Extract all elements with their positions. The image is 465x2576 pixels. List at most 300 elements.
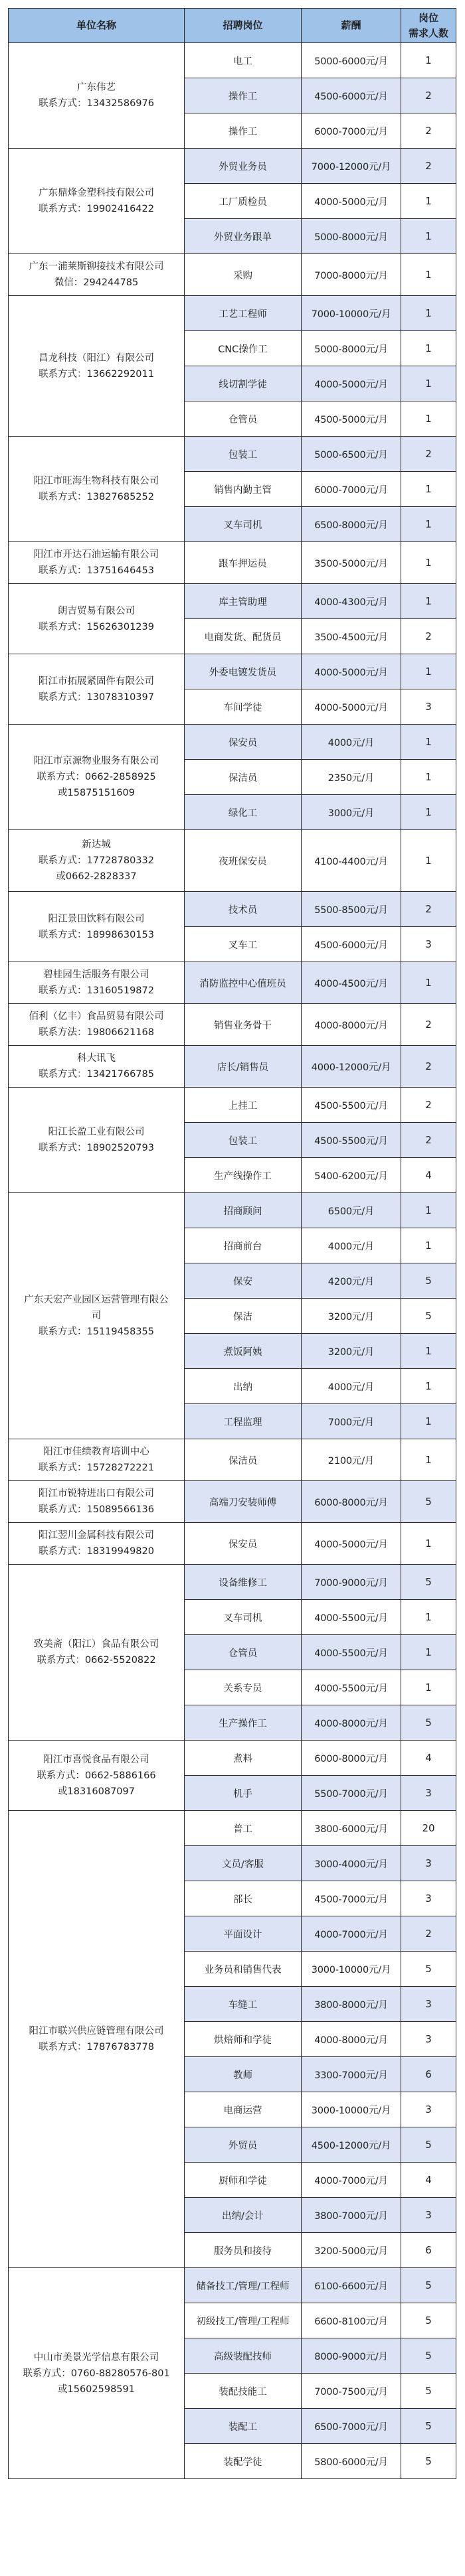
company-cell [9,1811,185,2268]
header-salary: 薪酬 [302,9,401,43]
position-cell: 出纳 [185,1369,302,1404]
company-contact: 或15602598591 [58,2384,135,2395]
position-cell: 外贸业务跟单 [185,219,302,254]
position-cell: 装配学徒 [185,2444,302,2479]
company-cell [9,892,185,962]
salary-cell: 4000-8000元/月 [302,1705,401,1741]
company-contact: 联系方式：0760-88280576-801 [23,2368,170,2379]
count-cell: 6 [401,2233,456,2268]
count-cell: 5 [401,2127,456,2163]
count-cell: 1 [401,1523,456,1565]
company-cell [9,830,185,892]
company-contact: 微信：294244785 [54,277,139,288]
count-cell: 4 [401,1741,456,1776]
count-cell: 1 [401,1439,456,1481]
salary-cell: 4000元/月 [302,1369,401,1404]
position-cell: 普工 [185,1811,302,1846]
count-cell: 3 [401,1987,456,2022]
count-cell: 1 [401,331,456,366]
position-cell: 技术员 [185,892,302,927]
count-cell: 1 [401,962,456,1004]
salary-cell: 5500-8500元/月 [302,892,401,927]
count-cell: 1 [401,725,456,760]
salary-cell: 3800-6000元/月 [302,1811,401,1846]
position-cell: 操作工 [185,78,302,113]
position-cell: 工艺工程师 [185,296,302,331]
company-cell [9,962,185,1004]
header-position: 招聘岗位 [185,9,302,43]
salary-cell: 7000-7500元/月 [302,2374,401,2409]
salary-cell: 6500元/月 [302,1193,401,1228]
table-row [9,1565,456,1600]
position-cell: 外贸业务员 [185,149,302,184]
company-name: 中山市美景光学信息有限公司 [33,2352,159,2363]
position-cell: 工厂质检员 [185,184,302,219]
salary-cell: 3000元/月 [302,795,401,830]
table-row [9,296,456,331]
company-cell [9,542,185,584]
table-row [9,1811,456,1846]
company-name: 阳江市拓展紧固件有限公司 [39,676,154,687]
position-cell: 外委电镀发货员 [185,654,302,689]
salary-cell: 3500-5000元/月 [302,542,401,584]
company-cell [9,654,185,725]
salary-cell: 5000-8000元/月 [302,219,401,254]
position-cell: 烘焙师和学徒 [185,2022,302,2057]
salary-cell: 5000-6000元/月 [302,43,401,78]
header-company: 单位名称 [9,9,185,43]
salary-cell: 6000-7000元/月 [302,472,401,507]
company-contact: 联系方法：19806621168 [39,1027,154,1038]
salary-cell: 4000-5000元/月 [302,689,401,725]
table-row [9,542,456,584]
header-count [401,9,456,43]
salary-cell: 8000-9000元/月 [302,2338,401,2374]
company-name: 科大讯飞 [77,1053,116,1064]
position-cell: 保安 [185,1263,302,1299]
salary-cell: 4500-5000元/月 [302,401,401,437]
salary-cell: 3500-4500元/月 [302,619,401,654]
company-name: 阳江长盈工业有限公司 [48,1127,145,1137]
company-contact: 联系方式：0662-5520822 [37,1655,156,1666]
company-contact: 联系方式：13751646453 [39,565,154,576]
count-cell: 2 [401,437,456,472]
company-cell [9,1523,185,1565]
position-cell: 夜班保安员 [185,830,302,892]
company-name: 阳江市开达石油运输有限公司 [33,549,159,560]
position-cell: 保洁员 [185,1439,302,1481]
salary-cell: 4000元/月 [302,1228,401,1263]
count-cell: 1 [401,219,456,254]
company-name: 阳江市联兴供应链管理有限公司 [29,2026,164,2037]
company-contact: 联系方式：17728780332 [39,855,154,866]
count-cell: 3 [401,2022,456,2057]
company-contact: 联系方式：13827685252 [39,492,154,502]
company-name: 佰利（亿丰）食品贸易有限公司 [29,1011,164,1022]
company-name: 阳江市旺海生物科技有限公司 [33,476,159,486]
table-row [9,892,456,927]
company-cell [9,584,185,654]
position-cell: 文员/客服 [185,1846,302,1881]
count-cell: 4 [401,1158,456,1193]
position-cell: 煮饭阿姨 [185,1334,302,1369]
salary-cell: 7000元/月 [302,1404,401,1439]
salary-cell: 4500-5500元/月 [302,1088,401,1123]
company-contact: 联系方式：19902416422 [39,204,154,214]
position-cell: 生产线操作工 [185,1158,302,1193]
position-cell: 厨师和学徒 [185,2163,302,2198]
count-cell: 3 [401,1846,456,1881]
count-cell: 5 [401,1481,456,1523]
salary-cell: 4000-4500元/月 [302,962,401,1004]
count-cell: 3 [401,1881,456,1916]
company-name: 碧桂园生活服务有限公司 [43,969,149,980]
position-cell: 电工 [185,43,302,78]
count-cell: 1 [401,1635,456,1670]
table-row [9,1439,456,1481]
company-name: 新达城 [82,839,111,850]
table-row [9,1046,456,1088]
count-cell: 1 [401,654,456,689]
company-name: 阳江市佳绩教育培训中心 [43,1447,149,1457]
salary-cell: 4000-4300元/月 [302,584,401,619]
position-cell: 设备维修工 [185,1565,302,1600]
count-cell: 2 [401,619,456,654]
salary-cell: 4000-7000元/月 [302,1916,401,1952]
header-count-line1: 岗位 [418,11,438,24]
count-cell: 2 [401,149,456,184]
position-cell: 生产操作工 [185,1705,302,1741]
count-cell: 1 [401,760,456,795]
position-cell: 高级装配技师 [185,2338,302,2374]
position-cell: 机手 [185,1776,302,1811]
count-cell: 3 [401,927,456,962]
salary-cell: 6000-7000元/月 [302,113,401,149]
position-cell: 包装工 [185,437,302,472]
position-cell: 业务员和销售代表 [185,1952,302,1987]
salary-cell: 7000-9000元/月 [302,1565,401,1600]
company-contact: 联系方式：15728272221 [39,1463,154,1473]
salary-cell: 4500-6000元/月 [302,927,401,962]
count-cell: 1 [401,472,456,507]
salary-cell: 4100-4400元/月 [302,830,401,892]
salary-cell: 5400-6200元/月 [302,1158,401,1193]
count-cell: 2 [401,1916,456,1952]
company-contact: 司 [91,1311,102,1321]
count-cell: 3 [401,2198,456,2233]
count-cell: 2 [401,1046,456,1088]
position-cell: 车缝工 [185,1987,302,2022]
position-cell: 保安员 [185,725,302,760]
company-cell [9,254,185,296]
salary-cell: 3200-5000元/月 [302,2233,401,2268]
company-name: 广东鼎烽金塑科技有限公司 [39,188,154,198]
salary-cell: 4500-7000元/月 [302,1881,401,1916]
position-cell: 店长/销售员 [185,1046,302,1088]
salary-cell: 4500-12000元/月 [302,2127,401,2163]
company-contact: 联系方式：18998630153 [39,929,154,940]
position-cell: 包装工 [185,1123,302,1158]
position-cell: 工程监理 [185,1404,302,1439]
table-row [9,1481,456,1523]
position-cell: 库主管助理 [185,584,302,619]
position-cell: 关系专员 [185,1670,302,1705]
position-cell: 保洁 [185,1299,302,1334]
salary-cell: 4000-8000元/月 [302,2022,401,2057]
count-cell: 3 [401,689,456,725]
table-row [9,962,456,1004]
position-cell: 销售业务骨干 [185,1004,302,1046]
company-contact: 联系方式：0662-5886166 [37,1770,156,1781]
salary-cell: 4000-12000元/月 [302,1046,401,1088]
position-cell: 外贸员 [185,2127,302,2163]
position-cell: 煮料 [185,1741,302,1776]
count-cell: 5 [401,1299,456,1334]
table-row [9,149,456,184]
count-cell: 1 [401,1369,456,1404]
company-contact: 联系方式：18319949820 [39,1546,154,1557]
table-row [9,725,456,760]
table-row [9,654,456,689]
count-cell: 1 [401,1600,456,1635]
count-cell: 1 [401,830,456,892]
company-cell [9,1046,185,1088]
company-name: 阳江景田饮料有限公司 [48,913,145,924]
position-cell: 采购 [185,254,302,296]
salary-cell: 4500-6000元/月 [302,78,401,113]
position-cell: 电商运营 [185,2092,302,2127]
company-cell [9,725,185,830]
salary-cell: 3800-7000元/月 [302,2198,401,2233]
company-contact: 或18316087097 [58,1786,135,1797]
position-cell: 叉车司机 [185,1600,302,1635]
count-cell: 1 [401,1670,456,1705]
company-name: 阳江市京源物业服务有限公司 [33,756,159,766]
salary-cell: 4200元/月 [302,1263,401,1299]
count-cell: 5 [401,2444,456,2479]
salary-cell: 6000-8000元/月 [302,1481,401,1523]
company-contact: 联系方式：15119458355 [39,1326,154,1337]
salary-cell: 4000-5000元/月 [302,184,401,219]
position-cell: 叉车工 [185,927,302,962]
company-cell [9,43,185,149]
count-cell: 2 [401,1088,456,1123]
salary-cell: 6500-8000元/月 [302,507,401,542]
company-cell [9,296,185,437]
position-cell: 装配技能工 [185,2374,302,2409]
count-cell: 1 [401,584,456,619]
count-cell: 4 [401,2163,456,2198]
table-body [9,43,456,2479]
count-cell: 1 [401,184,456,219]
table-row [9,437,456,472]
position-cell: 车间学徒 [185,689,302,725]
table-row [9,830,456,892]
company-name: 广东一浦莱斯铆接技术有限公司 [29,261,164,272]
position-cell: CNC操作工 [185,331,302,366]
salary-cell: 7000-10000元/月 [302,296,401,331]
count-cell: 5 [401,2303,456,2338]
salary-cell: 7000-12000元/月 [302,149,401,184]
salary-cell: 6000-8000元/月 [302,1741,401,1776]
count-cell: 6 [401,2057,456,2092]
company-cell [9,149,185,254]
salary-cell: 6100-6600元/月 [302,2268,401,2303]
salary-cell: 4000-7000元/月 [302,2163,401,2198]
count-cell: 1 [401,507,456,542]
count-cell: 5 [401,2338,456,2374]
count-cell: 2 [401,1123,456,1158]
salary-cell: 3300-7000元/月 [302,2057,401,2092]
count-cell: 5 [401,2409,456,2444]
count-cell: 1 [401,542,456,584]
salary-cell: 4000-5500元/月 [302,1600,401,1635]
salary-cell: 5500-7000元/月 [302,1776,401,1811]
table-row [9,2268,456,2303]
company-cell [9,1565,185,1741]
company-contact: 联系方式：13662292011 [39,368,154,380]
table-row [9,1004,456,1046]
table-row [9,254,456,296]
company-name: 广东伟艺 [77,82,116,93]
position-cell: 叉车司机 [185,507,302,542]
salary-cell: 3800-8000元/月 [302,1987,401,2022]
position-cell: 线切割学徒 [185,366,302,401]
company-name: 致美斋（阳江）食品有限公司 [33,1639,159,1650]
company-cell [9,1741,185,1811]
position-cell: 高端刀安装师傅 [185,1481,302,1523]
salary-cell: 3200元/月 [302,1334,401,1369]
position-cell: 初级技工/管理/工程师 [185,2303,302,2338]
salary-cell: 4000元/月 [302,725,401,760]
company-name: 广东天宏产业园区运营管理有限公 [24,1295,169,1305]
company-cell [9,2268,185,2479]
position-cell: 招商前台 [185,1228,302,1263]
salary-cell: 5800-6000元/月 [302,2444,401,2479]
company-contact: 或15875151609 [58,788,135,798]
count-cell: 1 [401,43,456,78]
salary-cell: 4000-5000元/月 [302,366,401,401]
salary-cell: 3000-4000元/月 [302,1846,401,1881]
table-row [9,584,456,619]
position-cell: 销售内勤主管 [185,472,302,507]
company-contact: 联系方式：13078310397 [39,691,154,703]
position-cell: 保安员 [185,1523,302,1565]
salary-cell: 2350元/月 [302,760,401,795]
position-cell: 消防监控中心值班员 [185,962,302,1004]
count-cell: 5 [401,1565,456,1600]
company-name: 阳江翌川金属科技有限公司 [39,1530,154,1541]
count-cell: 1 [401,1334,456,1369]
table-row [9,1741,456,1776]
count-cell: 20 [401,1811,456,1846]
position-cell: 部长 [185,1881,302,1916]
count-cell: 1 [401,1193,456,1228]
company-contact: 联系方式：0662-2858925 [37,772,156,782]
salary-cell: 4500-5500元/月 [302,1123,401,1158]
position-cell: 电商发货、配货员 [185,619,302,654]
company-cell [9,1088,185,1193]
company-cell [9,1193,185,1439]
position-cell: 操作工 [185,113,302,149]
company-cell [9,1481,185,1523]
salary-cell: 3200元/月 [302,1299,401,1334]
count-cell: 5 [401,1263,456,1299]
salary-cell: 4000-5500元/月 [302,1635,401,1670]
company-cell [9,1439,185,1481]
salary-cell: 3000-10000元/月 [302,2092,401,2127]
position-cell: 仓管员 [185,1635,302,1670]
count-cell: 1 [401,401,456,437]
position-cell: 服务员和接待 [185,2233,302,2268]
company-cell [9,437,185,542]
recruitment-table [8,8,456,2479]
count-cell: 5 [401,2374,456,2409]
position-cell: 保洁员 [185,760,302,795]
count-cell: 2 [401,892,456,927]
salary-cell: 6500-7000元/月 [302,2409,401,2444]
salary-cell: 4000-5500元/月 [302,1670,401,1705]
position-cell: 上挂工 [185,1088,302,1123]
salary-cell: 4000-5000元/月 [302,654,401,689]
count-cell: 1 [401,296,456,331]
salary-cell: 3000-10000元/月 [302,1952,401,1987]
salary-cell: 2100元/月 [302,1439,401,1481]
count-cell: 1 [401,254,456,296]
position-cell: 平面设计 [185,1916,302,1952]
position-cell: 招商顾问 [185,1193,302,1228]
position-cell: 装配工 [185,2409,302,2444]
count-cell: 3 [401,2092,456,2127]
salary-cell: 6600-8100元/月 [302,2303,401,2338]
company-contact: 联系方式：15089566136 [39,1504,154,1515]
company-name: 阳江市锐特进出口有限公司 [39,1488,154,1499]
table-row [9,1088,456,1123]
count-cell: 2 [401,1004,456,1046]
table-row [9,1523,456,1565]
count-cell: 5 [401,1952,456,1987]
table-row [9,1193,456,1228]
company-contact: 联系方式：18902520793 [39,1143,154,1153]
company-cell [9,1004,185,1046]
table-header-row [9,9,456,43]
count-cell: 1 [401,1404,456,1439]
company-contact: 联系方式：13160519872 [39,985,154,996]
table-row [9,43,456,78]
count-cell: 2 [401,78,456,113]
company-name: 阳江市喜悦食品有限公司 [43,1754,149,1765]
position-cell: 绿化工 [185,795,302,830]
count-cell: 1 [401,366,456,401]
position-cell: 教师 [185,2057,302,2092]
company-name: 朗吉贸易有限公司 [58,605,135,616]
position-cell: 跟车押运员 [185,542,302,584]
count-cell: 5 [401,1705,456,1741]
count-cell: 5 [401,2268,456,2303]
header-count-line2: 需求人数 [408,27,448,39]
company-name: 昌龙科技（阳江）有限公司 [39,352,154,364]
position-cell: 储备技工/管理/工程师 [185,2268,302,2303]
salary-cell: 4000-8000元/月 [302,1004,401,1046]
count-cell: 1 [401,795,456,830]
salary-cell: 7000-8000元/月 [302,254,401,296]
count-cell: 3 [401,1776,456,1811]
position-cell: 出纳/会计 [185,2198,302,2233]
count-cell: 2 [401,113,456,149]
salary-cell: 4000-5000元/月 [302,1523,401,1565]
company-contact: 联系方式：15626301239 [39,621,154,632]
company-contact: 联系方式：13432586976 [39,98,154,109]
